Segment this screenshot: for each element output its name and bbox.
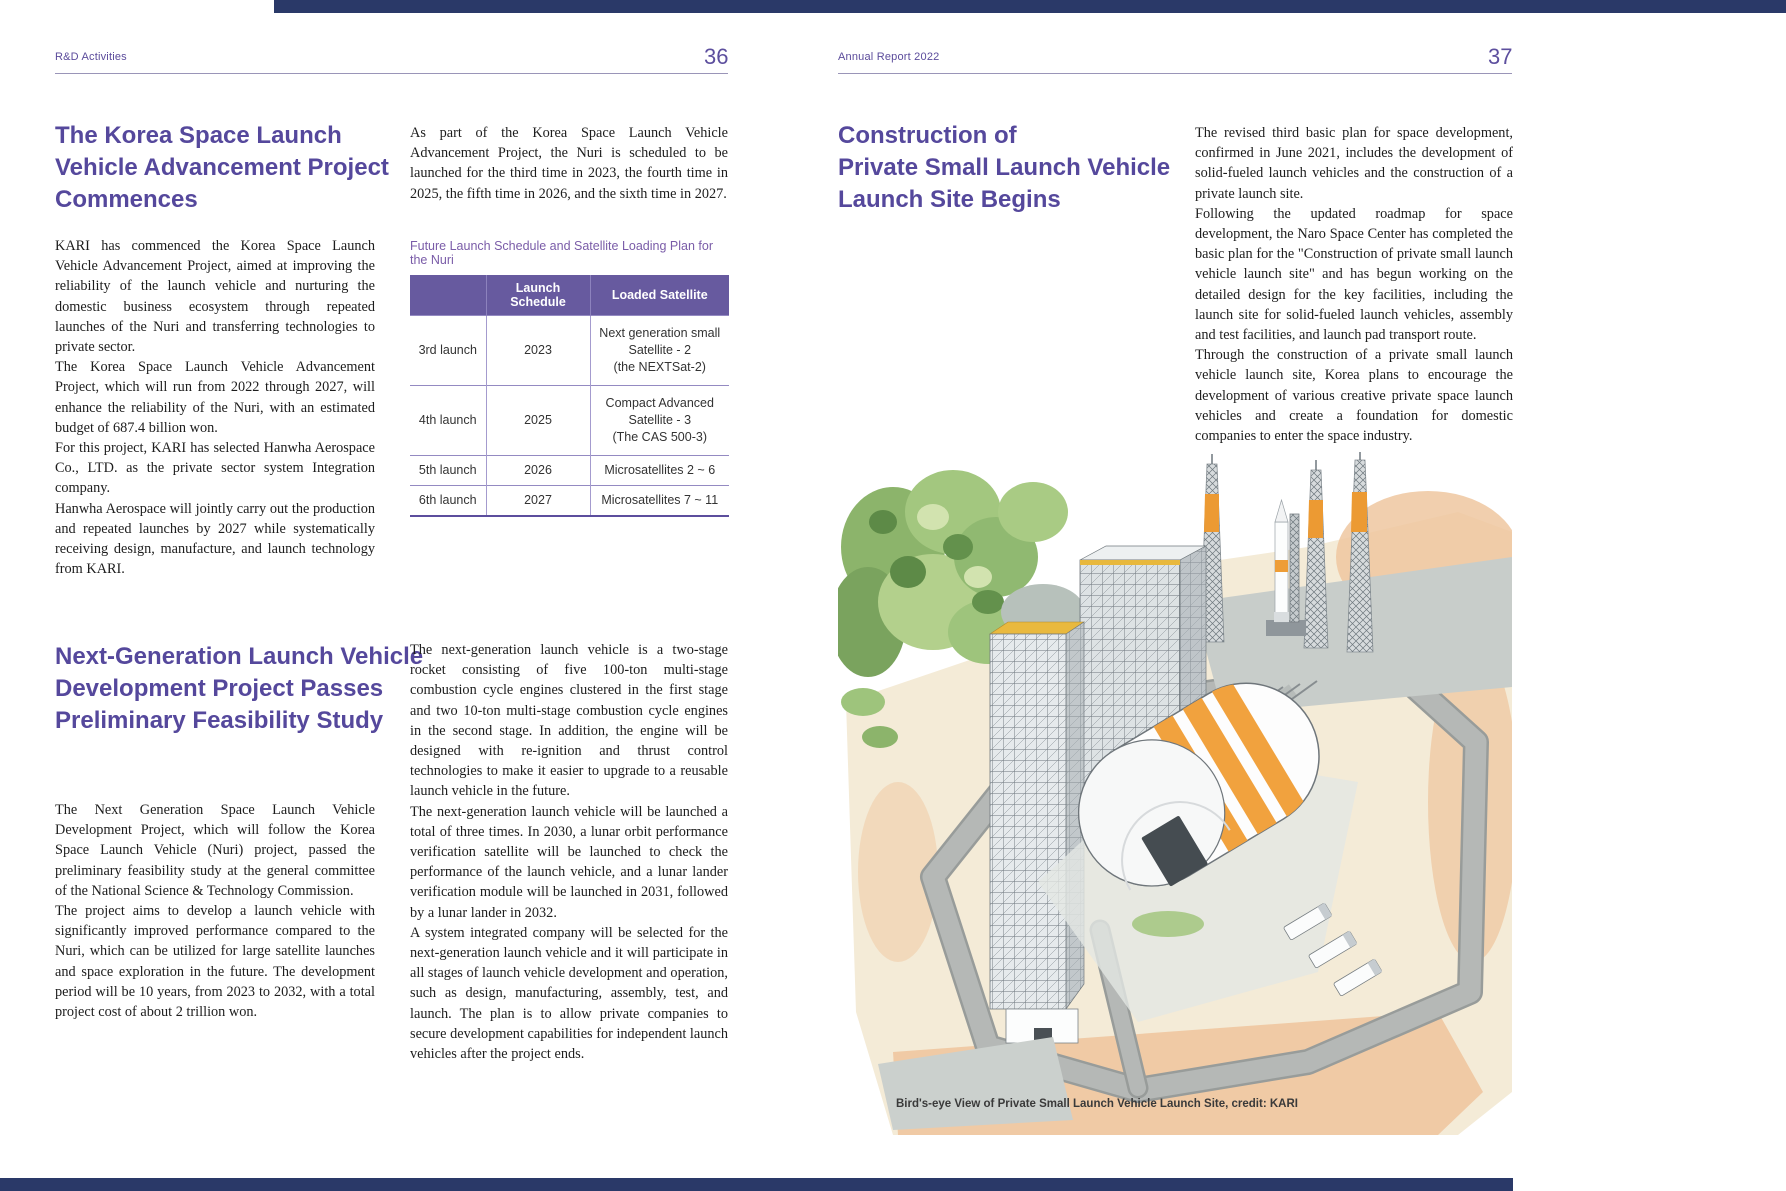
paragraph: The project aims to develop a launch vehicle with significantly improved performance compared to the Nuri, which can be utilized for large satellite launches and space exploration in the future. The development period will be 10 years, from 2023 to 2032, with a total project cost of about 2 trillion won. [55, 903, 375, 1021]
paragraph: The revised third basic plan for space development, confirmed in June 2021, includes the development of solid-fueled launch vehicles and the construction of a private launch site. [1195, 125, 1513, 202]
table-cell-schedule: 2027 [486, 486, 590, 516]
table-cell-launch: 6th launch [410, 486, 486, 516]
lightning-tower [1347, 452, 1373, 652]
section2-body-col2 [410, 640, 728, 1064]
rocket [1274, 500, 1289, 622]
right-section-title: Construction of Private Small Launch Vehicle Launch Site Begins [838, 122, 1171, 213]
paragraph: The Next Generation Space Launch Vehicle Development Project, which will follow the Korea Space Launch Vehicle (Nuri) project, passed the preliminary feasibility study at the general committee of the National Science & Technology Commission. [55, 802, 375, 899]
launch-mount [1266, 620, 1306, 636]
paragraph: As part of the Korea Space Launch Vehicle Advancement Project, the Nuri is scheduled to be launched for the third time in 2023, the fourth time in 2025, the fifth time in 2026, and the sixth time in 2027. [410, 125, 728, 202]
table-header-launch-schedule: Launch Schedule [486, 275, 590, 316]
table-title: Future Launch Schedule and Satellite Loading Plan for the Nuri [410, 239, 713, 267]
launch-site-illustration [838, 452, 1512, 1135]
bottom-accent-bar [0, 1178, 1513, 1191]
section2-body [55, 800, 375, 1022]
running-head-left: R&D Activities [55, 51, 127, 63]
paragraph: Through the construction of a private small launch vehicle launch site, Korea plans to encourage the development of various creative private space launch vehicles and create a foundation for domestic companies to enter the space industry. [1195, 347, 1513, 445]
running-head-right: Annual Report 2022 [838, 51, 940, 63]
table-cell-schedule: 2023 [486, 316, 590, 386]
lawn [1132, 911, 1204, 937]
table-header-row [410, 275, 729, 316]
table-row [410, 316, 729, 386]
paragraph: The next-generation launch vehicle is a two-stage rocket consisting of five 100-ton multi-stage combustion cycle engines clustered in the first stage and two 10-ton multi-stage combustion cycle engines in the second stage. In addition, the engine will be designed with re-ignition and thrust control technologies to make it easier to upgrade to a reusable launch vehicle in the future. [410, 642, 728, 800]
paragraph: For this project, KARI has selected Hanwha Aerospace Co., LTD. as the private sector system Integration company. [55, 440, 375, 497]
table-cell-schedule: 2026 [486, 456, 590, 486]
section1-title: The Korea Space Launch Vehicle Advancement Project Commences [55, 122, 389, 213]
paragraph: Following the updated roadmap for space development, the Naro Space Center has completed the basic plan for the "Construction of private small launch vehicle launch site" and has begun working on the detailed design for the key facilities, including the launch site for solid-fueled launch vehicles, assembly and test facilities, and launch pad transport route. [1195, 205, 1513, 344]
table-cell-launch: 5th launch [410, 456, 486, 486]
page-number-left: 36 [704, 44, 729, 69]
table-header-loaded-satellite: Loaded Satellite [590, 275, 729, 316]
paragraph: The next-generation launch vehicle will be launched a total of three times. In 2030, a lunar orbit performance verification satellite will be launched to check the performance of the launch vehicle, and a lunar lander verification module will be launched in 2031, followed by a lunar lander in 2032. [410, 803, 728, 921]
section2-title: Next-Generation Launch Vehicle Development Project Passes Preliminary Feasibility Study [55, 643, 424, 734]
table-cell-satellite: Microsatellites 2 ~ 6 [590, 456, 729, 486]
table-header-empty [410, 275, 486, 316]
table-row [410, 486, 729, 516]
launch-schedule-table [410, 275, 729, 517]
top-accent-bar [274, 0, 1786, 13]
table-cell-satellite: Compact Advanced Satellite - 3 (The CAS 500-3) [590, 386, 729, 456]
section1-body [55, 236, 375, 579]
table-cell-launch: 3rd launch [410, 316, 486, 386]
launch-schedule-table-block [410, 239, 729, 517]
table-cell-launch: 4th launch [410, 386, 486, 456]
page-number-right: 37 [1488, 44, 1513, 69]
table-cell-satellite: Microsatellites 7 ~ 11 [590, 486, 729, 516]
paragraph: The Korea Space Launch Vehicle Advancement Project, which will run from 2022 through 2027, will enhance the reliability of the Nuri, with an estimated budget of 687.4 billion won. [55, 359, 375, 436]
table-row [410, 456, 729, 486]
paragraph: Hanwha Aerospace will jointly carry out the production and repeated launches by 2027 while systematically receiving design, manufacture, and launch technology from KARI. [55, 500, 375, 578]
section1-intro [410, 123, 728, 204]
table-cell-satellite: Next generation small Satellite - 2 (the NEXTSat-2) [590, 316, 729, 386]
paragraph: A system integrated company will be selected for the next-generation launch vehicle and it will participate in all stages of launch vehicle development and operation, such as design, manufacturing, assembly, test, and launch. The plan is to allow private companies to secure development capabilities for independent launch vehicles after the project ends. [410, 924, 728, 1063]
header-rule-left [55, 73, 728, 74]
table-cell-schedule: 2025 [486, 386, 590, 456]
illustration-caption: Bird's-eye View of Private Small Launch Vehicle Launch Site, credit: KARI [896, 1098, 1298, 1110]
lightning-tower [1304, 460, 1328, 648]
right-section-body [1195, 123, 1513, 446]
paragraph: KARI has commenced the Korea Space Launch Vehicle Advancement Project, aimed at improving the reliability of the launch vehicle and nurturing the domestic business ecosystem through repeated launches of the Nuri and transferring technologies to private sector. [55, 238, 375, 356]
table-row [410, 386, 729, 456]
header-rule-right [838, 73, 1512, 74]
